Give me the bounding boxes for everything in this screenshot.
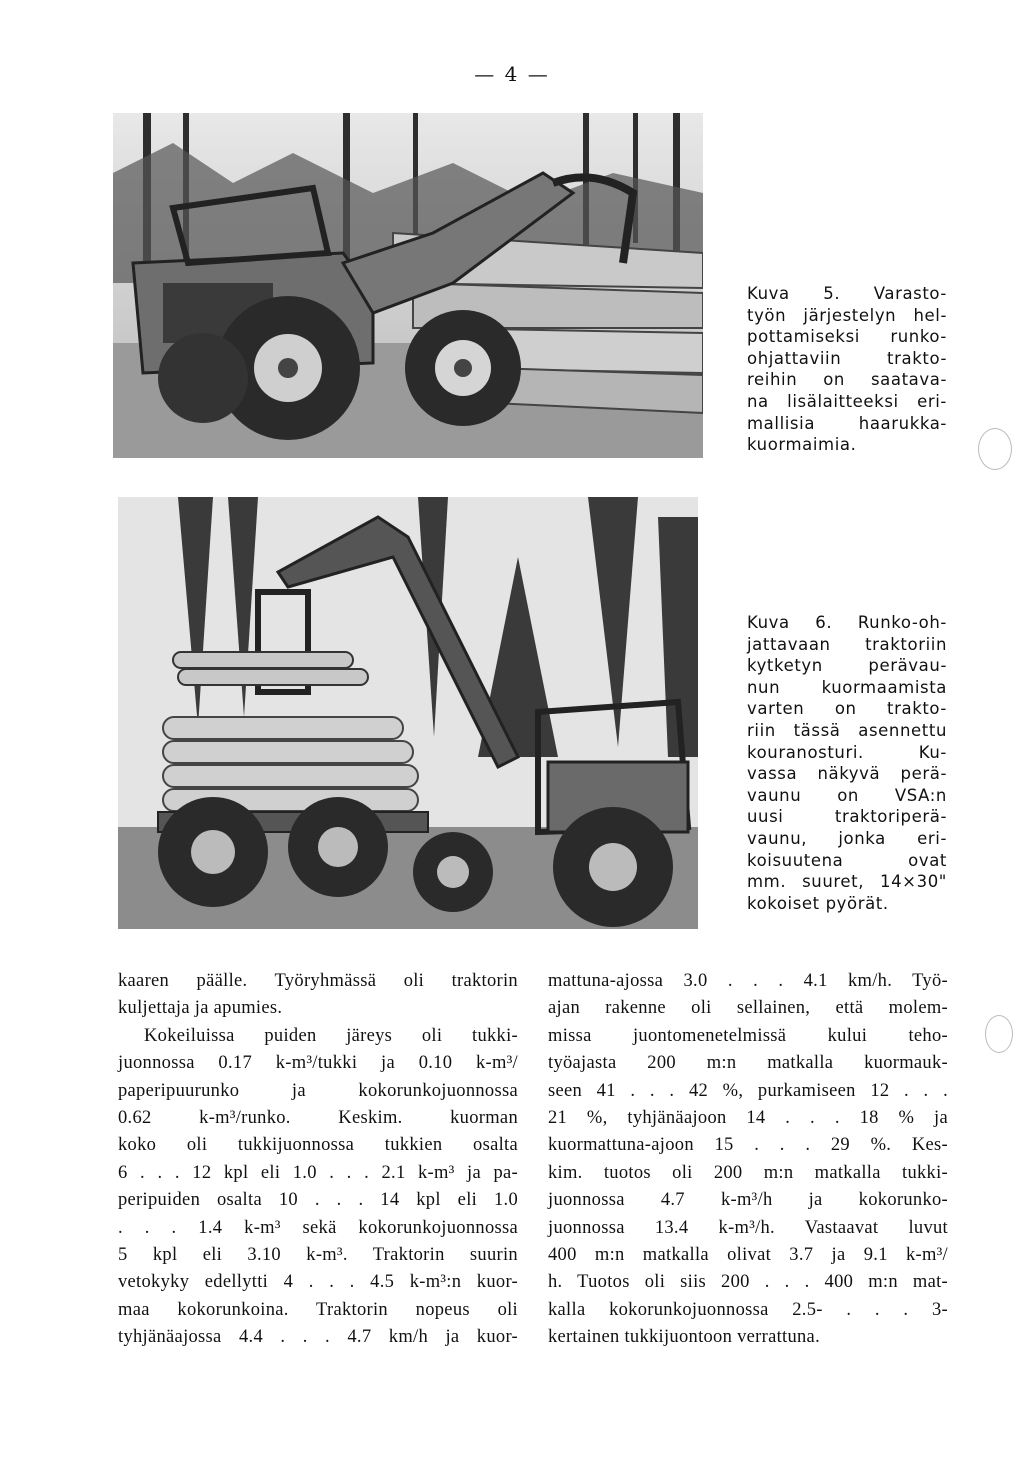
- body-text-line: juonnossa 13.4 k-m³/h. Vastaavat luvut: [548, 1217, 948, 1238]
- caption-line: työn järjestelyn hel-: [747, 305, 947, 325]
- caption-line: mm. suuret, 14×30": [747, 872, 947, 892]
- body-text-line: 21 %, tyhjänäajoon 14 . . . 18 % ja: [548, 1108, 948, 1129]
- body-text-line: ajan rakenne oli sellainen, että molem-: [548, 998, 948, 1019]
- body-text-line: maa kokorunkoina. Traktorin nopeus oli: [118, 1299, 518, 1320]
- caption-line: Kuva 5. Varasto-: [747, 284, 947, 303]
- caption-line: vaunu, jonka eri-: [747, 828, 947, 848]
- body-text-line: seen 41 . . . 42 %, purkamiseen 12 . . .: [548, 1080, 948, 1101]
- body-text-line: peripuiden osalta 10 . . . 14 kpl eli 1.0: [118, 1190, 518, 1211]
- body-text-line: 6 . . . 12 kpl eli 1.0 . . . 2.1 k-m³ ja pa-: [118, 1162, 518, 1183]
- body-text-line: kalla kokorunkojuonnossa 2.5- . . . 3-: [548, 1299, 948, 1320]
- scan-artifact: [978, 428, 1012, 470]
- caption-line: nun kuormaamista: [747, 677, 947, 697]
- figure-5-caption: [747, 283, 947, 456]
- page-number: — 4 —: [474, 62, 550, 86]
- body-text-right-column: [548, 968, 948, 1352]
- body-text-line: kim. tuotos oli 200 m:n matkalla tukki-: [548, 1162, 948, 1183]
- body-text-line: juonnossa 0.17 k-m³/tukki ja 0.10 k-m³/: [118, 1053, 518, 1074]
- figure-6-photo: [118, 497, 698, 929]
- caption-line: kokoiset pyörät.: [747, 893, 889, 913]
- body-text-line: kuormattuna-ajoon 15 . . . 29 %. Kes-: [548, 1135, 948, 1156]
- caption-line: vassa näkyvä perä-: [747, 764, 947, 784]
- body-text-line: 0.62 k-m³/runko. Keskim. kuorman: [118, 1108, 518, 1129]
- caption-line: reihin on saatava-: [747, 370, 947, 390]
- caption-line: mallisia haarukka-: [747, 413, 947, 433]
- body-text-line: paperipuurunko ja kokorunkojuonnossa: [118, 1080, 518, 1101]
- body-text-line: mattuna-ajossa 3.0 . . . 4.1 km/h. Työ-: [548, 971, 948, 991]
- body-text-line: kaaren päälle. Työryhmässä oli traktorin: [118, 971, 518, 991]
- figure-5-photo: [113, 113, 703, 458]
- body-text-line: Kokeiluissa puiden järeys oli tukki-: [144, 1025, 518, 1046]
- body-text-line: tyhjänäajossa 4.4 . . . 4.7 km/h ja kuor-: [118, 1327, 518, 1348]
- caption-line: koisuutena ovat: [747, 850, 947, 870]
- body-text-line: . . . 1.4 k-m³ sekä kokorunkojuonnossa: [118, 1217, 518, 1238]
- body-text-line: 400 m:n matkalla olivat 3.7 ja 9.1 k-m³/: [548, 1245, 948, 1266]
- caption-line: uusi traktoriperä-: [747, 807, 947, 827]
- body-text-left-column: [118, 968, 518, 1352]
- caption-line: jattavaan traktoriin: [747, 634, 947, 654]
- caption-line: kytketyn perävau-: [747, 656, 947, 676]
- caption-line: varten on trakto-: [747, 699, 947, 719]
- caption-line: na lisälaitteeksi eri-: [747, 391, 947, 411]
- body-text-line: kertainen tukkijuontoon verrattuna.: [548, 1327, 820, 1348]
- caption-line: pottamiseksi runko-: [747, 327, 947, 347]
- body-text-line: juonnossa 4.7 k-m³/h ja kokorunko-: [548, 1190, 948, 1211]
- caption-line: vaunu on VSA:n: [747, 785, 947, 805]
- body-text-line: h. Tuotos oli siis 200 . . . 400 m:n mat-: [548, 1272, 948, 1293]
- caption-line: riin tässä asennettu: [747, 720, 947, 740]
- caption-line: kouranosturi. Ku-: [747, 742, 947, 762]
- body-text-line: vetokyky edellytti 4 . . . 4.5 k-m³:n kuor-: [118, 1272, 518, 1293]
- caption-line: kuormaimia.: [747, 435, 857, 455]
- body-text-line: kuljettaja ja apumies.: [118, 998, 283, 1019]
- body-text-line: 5 kpl eli 3.10 k-m³. Traktorin suurin: [118, 1245, 518, 1266]
- scan-artifact: [985, 1015, 1013, 1053]
- body-text-line: missa juontomenetelmissä kului teho-: [548, 1025, 948, 1046]
- caption-line: ohjattaviin trakto-: [747, 348, 947, 368]
- caption-line: Kuva 6. Runko-oh-: [747, 613, 947, 632]
- body-text-line: koko oli tukkijuonnossa tukkien osalta: [118, 1135, 518, 1156]
- figure-6-caption: [747, 612, 947, 914]
- body-text-line: työajasta 200 m:n matkalla kuormauk-: [548, 1053, 948, 1074]
